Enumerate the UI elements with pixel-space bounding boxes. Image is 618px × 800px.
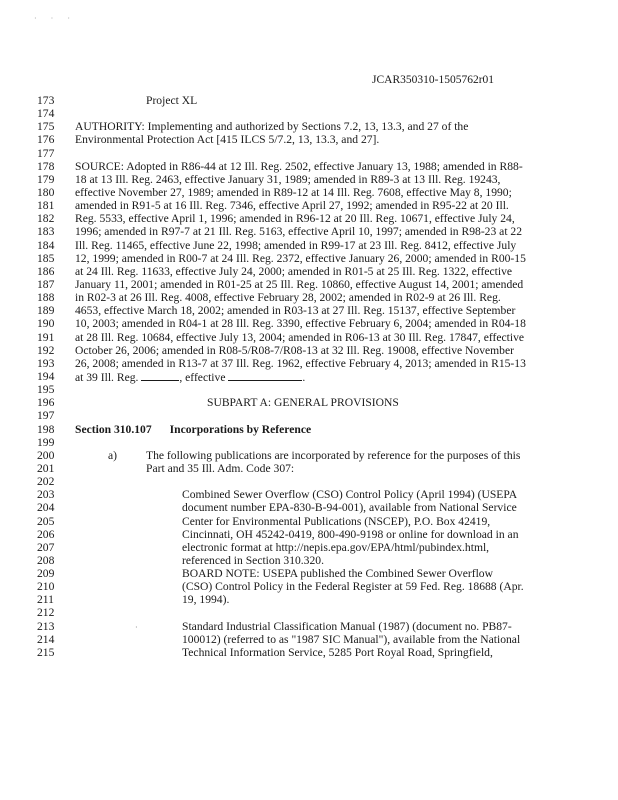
line-194 [0,370,618,383]
line-187 [0,278,618,291]
line-number: 194 [37,369,55,383]
line-number: 197 [37,409,55,423]
line-209 [0,567,618,580]
line-188 [0,291,618,304]
subsection-letter: a) [108,448,118,462]
scan-specks: · · · [34,14,76,23]
line-text: SOURCE: Adopted in R86-44 at 12 Ill. Reg. 2502, effective January 13, 1988; amended in R88- [75,159,523,173]
line-number: 210 [37,580,55,594]
line-208 [0,554,618,567]
line-211 [0,593,618,606]
line-text: Reg. 5533, effective April 1, 1996; amended in R96-12 at 20 Ill. Reg. 10671, effective July 24, [75,212,515,226]
line-186 [0,265,618,278]
subpart-heading: SUBPART A: GENERAL PROVISIONS [207,396,399,410]
line-text: amended in R91-5 at 16 Ill. Reg. 7346, effective April 27, 1992; amended in R95-22 at 20 Ill. [75,199,509,213]
line-197 [0,409,618,422]
blank-fill-line [228,370,302,381]
section-number: Section 310.107 [75,422,152,436]
line-182 [0,212,618,225]
line-text-part: , effective [179,370,229,384]
line-text: Project XL [146,94,198,107]
line-215 [0,646,618,659]
line-text: at 24 Ill. Reg. 11633, effective July 24, 2000; amended in R01-5 at 25 Ill. Reg. 1322, effective [75,264,513,278]
line-210 [0,580,618,593]
line-number: 190 [37,317,55,331]
line-number: 191 [37,330,55,344]
line-number: 206 [37,527,55,541]
line-number: 192 [37,343,55,357]
line-180 [0,186,618,199]
line-number: 195 [37,383,55,397]
line-number: 186 [37,264,55,278]
line-196 [0,396,618,409]
line-text: Standard Industrial Classification Manual (1987) (document no. PB87- [182,619,512,633]
line-200 [0,449,618,462]
line-number: 182 [37,212,55,226]
line-number: 208 [37,553,55,567]
line-number: 205 [37,514,55,528]
line-number: 183 [37,225,55,239]
line-number: 209 [37,567,55,581]
section-heading [75,423,311,436]
line-173 [0,94,618,107]
line-213 [0,620,618,633]
line-text: Environmental Protection Act [415 ILCS 5/7.2, 13, 13.3, and 27]. [75,133,380,147]
line-text-part: at 39 Ill. Reg. [75,370,142,384]
line-text: electronic format at http://nepis.epa.gov/EPA/html/pubindex.html, [182,540,490,554]
line-number: 200 [37,448,55,462]
line-191 [0,331,618,344]
line-177 [0,147,618,160]
line-number: 215 [37,645,55,659]
line-179 [0,173,618,186]
line-193 [0,357,618,370]
line-text: Ill. Reg. 11465, effective June 22, 1998; amended in R99-17 at 23 Ill. Reg. 8412, effective July [75,238,517,252]
line-text: AUTHORITY: Implementing and authorized by Sections 7.2, 13, 13.3, and 27 of the [75,120,469,134]
line-204 [0,501,618,514]
line-175 [0,120,618,133]
line-number: 185 [37,251,55,265]
line-number: 187 [37,277,55,291]
line-195 [0,383,618,396]
line-184 [0,239,618,252]
line-number: 189 [37,304,55,318]
line-183 [0,225,618,238]
line-189 [0,304,618,317]
line-text: Technical Information Service, 5285 Port Royal Road, Springfield, [182,645,493,659]
line-number: 177 [37,146,55,160]
line-192 [0,344,618,357]
line-214 [0,633,618,646]
line-text: 18 at 13 Ill. Reg. 2463, effective January 31, 1989; amended in R89-3 at 13 Ill. Reg. 19243, [75,172,501,186]
line-text: Center for Environmental Publications (NSCEP), P.O. Box 42419, [182,514,491,528]
line-203 [0,488,618,501]
line-number: 184 [37,238,55,252]
document-id-header: JCAR350310-1505762r01 [372,74,495,86]
line-text: in R02-3 at 26 Ill. Reg. 4008, effective February 28, 2002; amended in R02-9 at 26 Ill. Reg. [75,291,501,305]
numbered-text-body [0,94,618,659]
line-number: 173 [37,94,55,107]
line-number: 211 [37,593,54,607]
line-number: 213 [37,619,55,633]
line-number: 181 [37,199,55,213]
line-number: 203 [37,488,55,502]
line-198 [0,423,618,436]
line-number: 179 [37,172,55,186]
line-number: 199 [37,435,55,449]
line-190 [0,317,618,330]
line-number: 180 [37,185,55,199]
line-176 [0,133,618,146]
line-text: 26, 2008; amended in R13-7 at 37 Ill. Reg. 1962, effective February 4, 2013; amended in R15-13 [75,356,526,370]
line-text: effective November 27, 1989; amended in R89-12 at 14 Ill. Reg. 7608, effective May 8, 1990; [75,185,512,199]
line-text: 10, 2003; amended in R04-1 at 28 Ill. Reg. 3390, effective February 6, 2004; amended in R04-18 [75,317,526,331]
line-number: 176 [37,133,55,147]
line-text: 12, 1999; amended in R00-7 at 24 Ill. Reg. 2372, effective January 26, 2000; amended in R00-15 [75,251,526,265]
line-205 [0,515,618,528]
line-text: 100012) (referred to as "1987 SIC Manual"), available from the National [182,632,521,646]
line-number: 207 [37,540,55,554]
line-number: 212 [37,606,55,620]
line-number: 202 [37,475,55,489]
line-number: 188 [37,291,55,305]
line-207 [0,541,618,554]
line-text [75,370,305,384]
line-185 [0,252,618,265]
line-number: 201 [37,461,55,475]
line-number: 175 [37,120,55,134]
line-number: 174 [37,107,55,121]
line-number: 196 [37,396,55,410]
line-text: Cincinnati, OH 45242-0419, 800-490-9198 or online for download in an [182,527,519,541]
line-text: (CSO) Control Policy in the Federal Register at 59 Fed. Reg. 18688 (Apr. [182,580,524,594]
line-text: at 28 Ill. Reg. 10684, effective July 13, 2004; amended in R06-13 at 30 Ill. Reg. 17847, effective [75,330,525,344]
line-text: The following publications are incorporated by reference for the purposes of this [146,448,521,462]
section-title: Incorporations by Reference [169,422,312,436]
line-text: Part and 35 Ill. Adm. Code 307: [146,461,295,475]
line-212 [0,606,618,619]
line-text: 1996; amended in R97-7 at 21 Ill. Reg. 5163, effective April 10, 1997; amended in R98-23 at 22 [75,225,523,239]
line-text: 19, 1994). [182,593,230,607]
line-text: 4653, effective March 18, 2002; amended in R03-13 at 27 Ill. Reg. 15137, effective September [75,304,516,318]
line-number: 178 [37,159,55,173]
line-199 [0,436,618,449]
line-text: January 11, 2001; amended in R01-25 at 25 Ill. Reg. 10860, effective August 14, 2001; amended [75,277,524,291]
line-number: 204 [37,501,55,515]
line-text: BOARD NOTE: USEPA published the Combined Sewer Overflow [182,567,493,581]
line-201 [0,462,618,475]
line-202 [0,475,618,488]
line-178 [0,160,618,173]
line-174 [0,107,618,120]
line-181 [0,199,618,212]
line-text: Combined Sewer Overflow (CSO) Control Policy (April 1994) (USEPA [182,488,518,502]
scan-mark: · [135,623,138,632]
line-number: 198 [37,422,55,436]
line-text-part: . [302,370,306,384]
line-text: document number EPA-830-B-94-001), available from National Service [182,501,517,515]
line-number: 193 [37,356,55,370]
line-text: referenced in Section 310.320. [182,553,324,567]
line-text: October 26, 2006; amended in R08-5/R08-7/R08-13 at 32 Ill. Reg. 19008, effective November [75,343,514,357]
line-number: 214 [37,632,55,646]
blank-fill-line [141,370,179,381]
line-206 [0,528,618,541]
